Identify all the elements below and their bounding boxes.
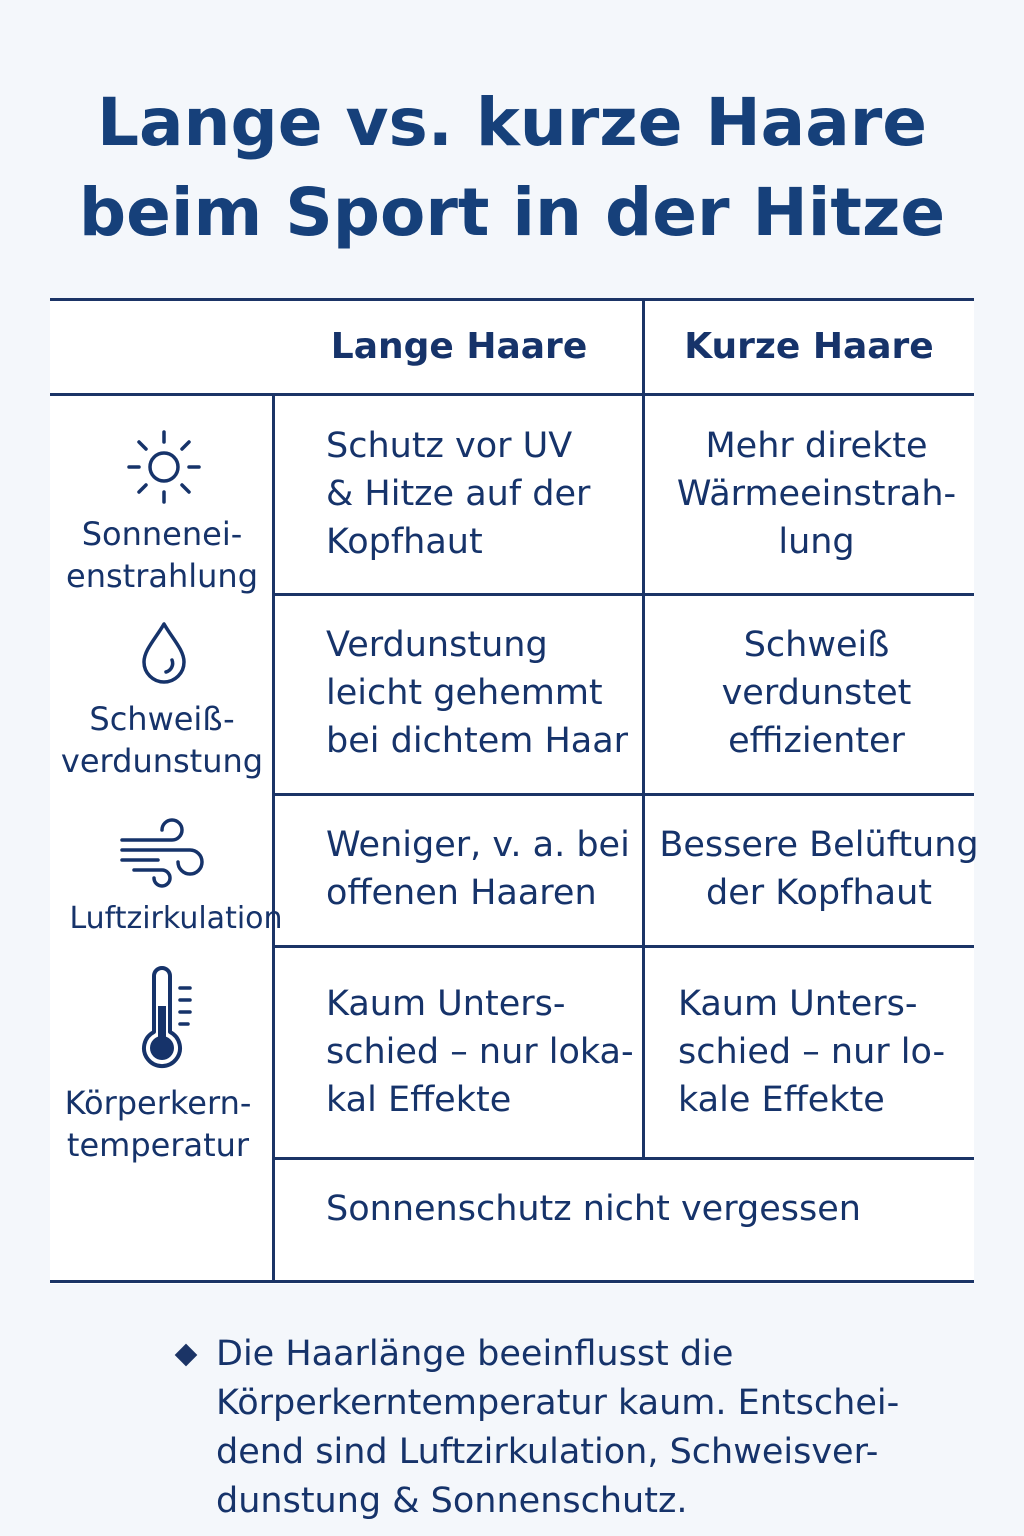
row-label-air: Luftzirkulation [69,901,283,936]
row-label-core-temp: Körperkern- temperatur [64,1084,252,1164]
bullet-diamond-icon [175,1344,198,1367]
row-divider [274,945,974,948]
thermometer-icon [136,966,198,1074]
row-divider [274,793,974,796]
row-divider [274,1157,974,1160]
header-long-hair: Lange Haare [330,326,588,367]
cell-long-sun: Schutz vor UV & Hitze auf der Kopfhaut [326,426,591,562]
row-label-sweat: Schweiß- verdunstung [60,700,264,780]
droplet-icon [138,620,190,684]
summary-note: Die Haarlänge beeinflusst die Körperkerntemperatur kaum. Entschei- dend sind Luftzirkulation, Schweisver- dunstung & Sonnenschutz. [216,1334,900,1521]
cell-long-sweat: Verdunstung leicht gehemmt bei dichtem Haar [326,625,629,761]
cell-short-sweat: Schweiß verdunstet effizienter [721,625,912,761]
page-title [0,78,1024,258]
title-line-1: Lange vs. kurze Haare [96,84,928,161]
cell-short-core-temp: Kaum Unters- schied – nur lo- kale Effekte [678,984,946,1120]
cell-long-air: Weniger, v. a. bei offenen Haaren [326,825,630,913]
row-divider [274,593,974,596]
table-footer-note: Sonnenschutz nicht vergessen [326,1189,861,1229]
title-line-2: beim Sport in der Hitze [78,174,946,251]
table-bottom-border [50,1280,974,1283]
cell-long-core-temp: Kaum Unters- schied – nur loka- kal Effekte [326,984,634,1120]
header-short-hair: Kurze Haare [684,326,934,367]
comparison-table [50,298,979,1284]
sun-icon [125,428,203,506]
cell-short-sun: Mehr direkte Wärmeeinstrah- lung [676,426,957,562]
row-label-sun: Sonnenei- enstrahlung [66,515,258,595]
wind-icon [118,818,210,888]
cell-short-air: Bessere Belüftung der Kopfhaut [659,825,979,913]
